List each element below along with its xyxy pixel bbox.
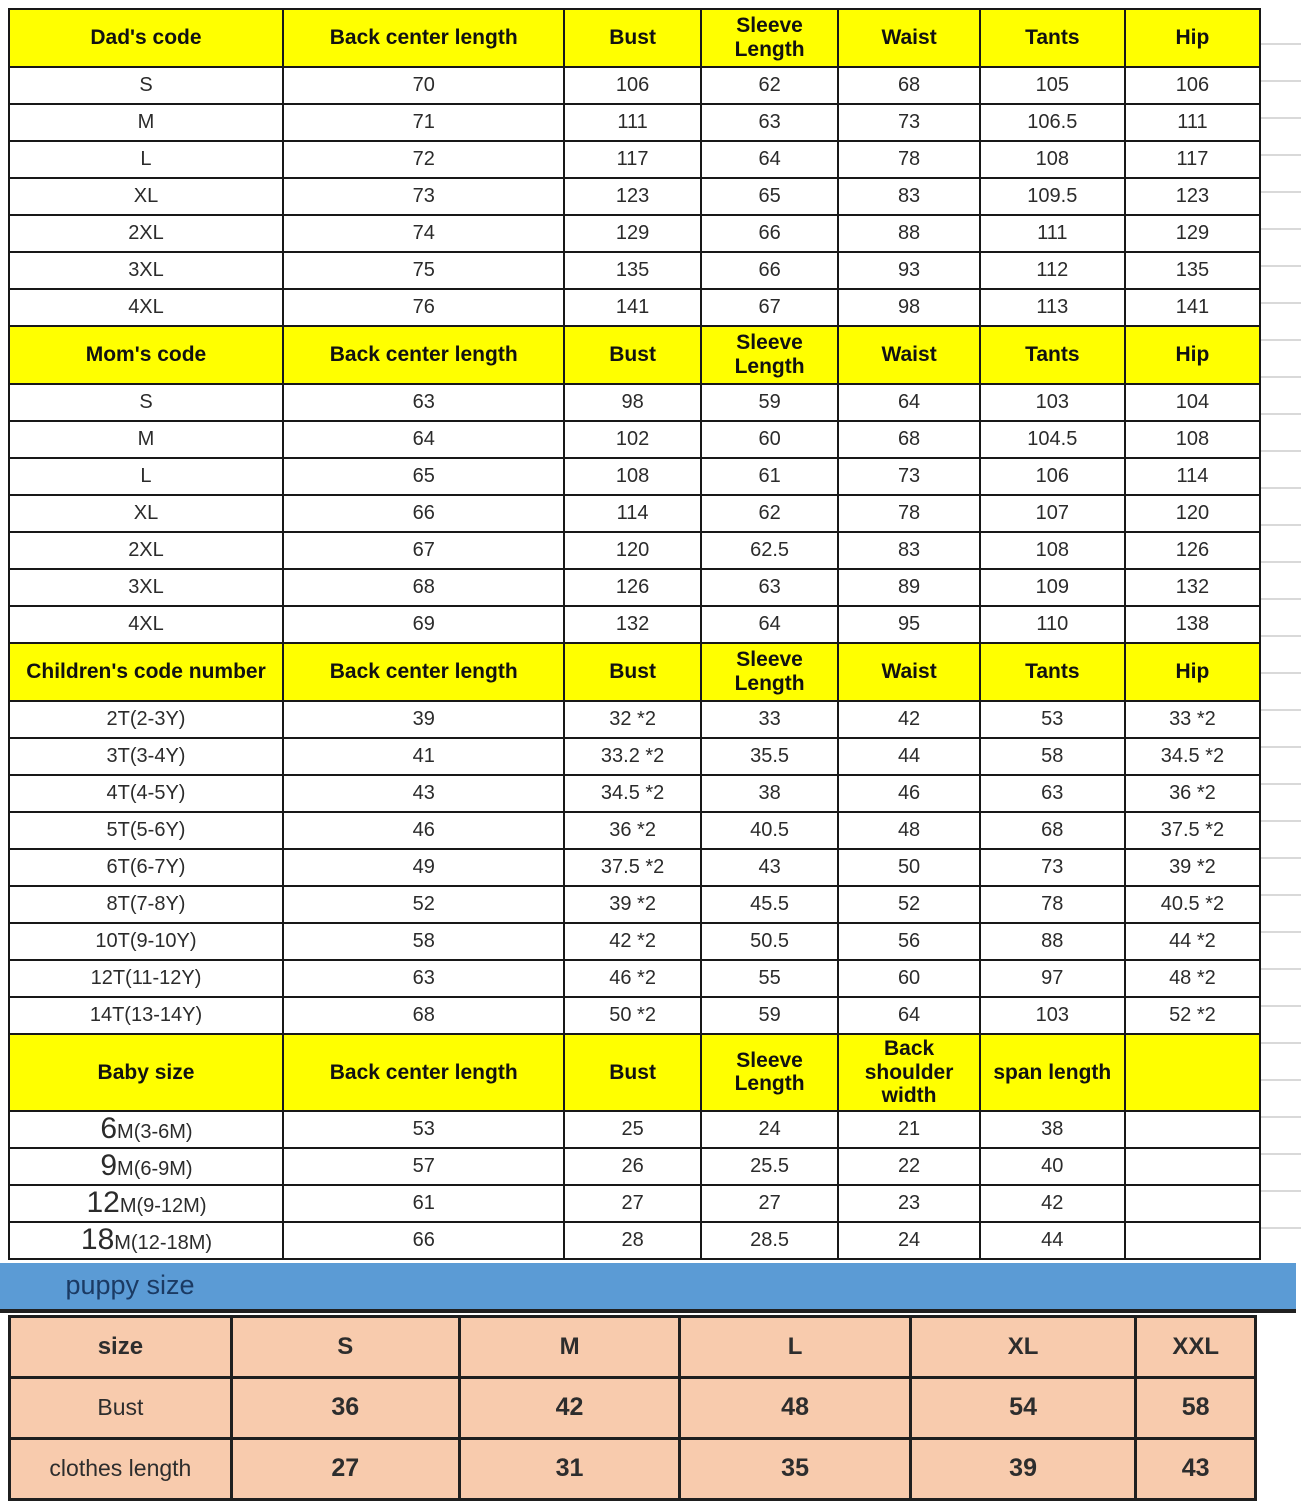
table-row-dad [9,141,1260,178]
value-cell: 68 [283,569,564,606]
puppy-table-row [10,1438,1256,1499]
value-cell: 103 [980,997,1125,1034]
puppy-value-cell: 42 [459,1377,680,1438]
value-cell: 132 [564,606,700,643]
value-cell: 59 [701,997,839,1034]
value-cell: 111 [1125,104,1260,141]
size-label-cell: 4XL [9,606,283,643]
value-cell: 33.2 *2 [564,738,700,775]
value-cell: 58 [283,923,564,960]
value-cell: 36 *2 [564,812,700,849]
value-cell: 64 [701,606,839,643]
header-row-dad [9,9,1260,67]
value-cell: 108 [564,458,700,495]
table-row-children [9,886,1260,923]
value-cell: 104.5 [980,421,1125,458]
value-cell: 126 [1125,532,1260,569]
size-label-cell: 5T(5-6Y) [9,812,283,849]
table-row-dad [9,215,1260,252]
value-cell: 95 [838,606,979,643]
value-cell: 42 *2 [564,923,700,960]
column-header-baby-5: span length [980,1034,1125,1111]
value-cell: 40.5 [701,812,839,849]
table-row-baby [9,1222,1260,1259]
table-row-dad [9,104,1260,141]
value-cell: 78 [838,141,979,178]
size-label-range: M(3-6M) [117,1121,193,1144]
column-header-baby-3: Sleeve Length [701,1034,839,1111]
value-cell: 53 [283,1111,564,1148]
value-cell: 62 [701,495,839,532]
value-cell: 88 [838,215,979,252]
puppy-size-header: S [231,1316,459,1377]
value-cell: 37.5 *2 [1125,812,1260,849]
puppy-value-cell: 27 [231,1438,459,1499]
value-cell: 78 [838,495,979,532]
value-cell: 114 [1125,458,1260,495]
value-cell: 23 [838,1185,979,1222]
value-cell: 74 [283,215,564,252]
value-cell: 35.5 [701,738,839,775]
value-cell: 132 [1125,569,1260,606]
size-label-cell: 10T(9-10Y) [9,923,283,960]
table-row-children [9,738,1260,775]
value-cell: 129 [564,215,700,252]
size-label-cell: 3XL [9,569,283,606]
value-cell: 126 [564,569,700,606]
size-label-cell: M [9,421,283,458]
value-cell: 56 [838,923,979,960]
value-cell: 64 [701,141,839,178]
value-cell: 52 [283,886,564,923]
puppy-value-cell: 58 [1136,1377,1256,1438]
column-header-children-3: Sleeve Length [701,643,839,701]
column-header-baby-2: Bust [564,1034,700,1111]
value-cell: 41 [283,738,564,775]
value-cell: 104 [1125,384,1260,421]
value-cell: 97 [980,960,1125,997]
value-cell: 109 [980,569,1125,606]
puppy-size-title: puppy size [65,1270,195,1301]
header-row-baby [9,1034,1260,1111]
value-cell: 38 [701,775,839,812]
table-row-baby [9,1148,1260,1185]
value-cell: 76 [283,289,564,326]
value-cell: 68 [838,67,979,104]
table-row-children [9,701,1260,738]
column-header-dad-4: Waist [838,9,979,67]
size-label-cell [9,1222,283,1259]
value-cell: 73 [283,178,564,215]
size-label-number: 9 [100,1149,118,1183]
table-row-mom [9,384,1260,421]
value-cell: 83 [838,178,979,215]
value-cell: 42 [838,701,979,738]
value-cell: 45.5 [701,886,839,923]
table-row-mom [9,569,1260,606]
value-cell: 50 [838,849,979,886]
value-cell: 66 [283,1222,564,1259]
value-cell: 63 [283,960,564,997]
size-label-cell: 2T(2-3Y) [9,701,283,738]
column-header-mom-6: Hip [1125,326,1260,384]
puppy-corner-label: size [10,1316,232,1377]
value-cell: 111 [980,215,1125,252]
value-cell: 46 *2 [564,960,700,997]
value-cell: 129 [1125,215,1260,252]
table-row-mom [9,458,1260,495]
value-cell: 27 [701,1185,839,1222]
value-cell: 64 [838,997,979,1034]
value-cell: 68 [980,812,1125,849]
value-cell: 42 [980,1185,1125,1222]
value-cell: 73 [838,104,979,141]
value-cell: 114 [564,495,700,532]
column-header-mom-5: Tants [980,326,1125,384]
puppy-size-table [8,1315,1257,1501]
puppy-size-header: XL [910,1316,1136,1377]
puppy-value-cell: 43 [1136,1438,1256,1499]
table-row-mom [9,532,1260,569]
puppy-table-row [10,1377,1256,1438]
value-cell: 66 [701,215,839,252]
size-label-cell: S [9,67,283,104]
value-cell: 89 [838,569,979,606]
value-cell: 63 [701,104,839,141]
value-cell: 34.5 *2 [1125,738,1260,775]
value-cell: 50 *2 [564,997,700,1034]
value-cell: 103 [980,384,1125,421]
table-row-mom [9,606,1260,643]
value-cell: 65 [701,178,839,215]
value-cell: 75 [283,252,564,289]
value-cell: 135 [564,252,700,289]
value-cell: 33 [701,701,839,738]
value-cell: 67 [701,289,839,326]
value-cell: 102 [564,421,700,458]
value-cell: 62 [701,67,839,104]
size-label-number: 6 [100,1112,118,1146]
value-cell: 24 [701,1111,839,1148]
column-header-mom-3: Sleeve Length [701,326,839,384]
value-cell: 25 [564,1111,700,1148]
table-row-children [9,923,1260,960]
puppy-size-title-bar [0,1263,1296,1313]
puppy-value-cell: 35 [680,1438,911,1499]
value-cell: 105 [980,67,1125,104]
empty-grid-cell [1125,1034,1260,1111]
puppy-measure-label: clothes length [10,1438,232,1499]
size-label-number: 18 [80,1223,115,1257]
table-row-dad [9,252,1260,289]
value-cell: 46 [838,775,979,812]
size-label-cell: XL [9,178,283,215]
header-row-children [9,643,1260,701]
value-cell: 28 [564,1222,700,1259]
value-cell: 112 [980,252,1125,289]
value-cell: 70 [283,67,564,104]
column-header-baby-0: Baby size [9,1034,283,1111]
empty-grid-cell [1125,1148,1260,1185]
puppy-size-header: XXL [1136,1316,1256,1377]
size-label-range: M(12-18M) [114,1232,213,1255]
table-row-children [9,997,1260,1034]
value-cell: 43 [701,849,839,886]
value-cell: 39 *2 [564,886,700,923]
column-header-dad-1: Back center length [283,9,564,67]
column-header-mom-1: Back center length [283,326,564,384]
empty-grid-cell [1125,1111,1260,1148]
value-cell: 108 [1125,421,1260,458]
column-header-children-4: Waist [838,643,979,701]
table-row-mom [9,421,1260,458]
table-row-dad [9,67,1260,104]
value-cell: 48 [838,812,979,849]
value-cell: 58 [980,738,1125,775]
value-cell: 123 [1125,178,1260,215]
value-cell: 108 [980,532,1125,569]
value-cell: 61 [283,1185,564,1222]
size-label-cell: 3T(3-4Y) [9,738,283,775]
value-cell: 78 [980,886,1125,923]
puppy-value-cell: 39 [910,1438,1136,1499]
value-cell: 120 [564,532,700,569]
value-cell: 83 [838,532,979,569]
column-header-mom-2: Bust [564,326,700,384]
value-cell: 55 [701,960,839,997]
column-header-children-0: Children's code number [9,643,283,701]
puppy-value-cell: 31 [459,1438,680,1499]
value-cell: 106 [980,458,1125,495]
value-cell: 110 [980,606,1125,643]
value-cell: 57 [283,1148,564,1185]
value-cell: 44 [838,738,979,775]
table-row-baby [9,1185,1260,1222]
size-label-cell: 3XL [9,252,283,289]
size-label-cell: M [9,104,283,141]
column-header-mom-0: Mom's code [9,326,283,384]
value-cell: 32 *2 [564,701,700,738]
value-cell: 33 *2 [1125,701,1260,738]
value-cell: 53 [980,701,1125,738]
value-cell: 67 [283,532,564,569]
puppy-size-header: L [680,1316,911,1377]
size-label-cell: 4XL [9,289,283,326]
table-row-baby [9,1111,1260,1148]
value-cell: 106 [1125,67,1260,104]
value-cell: 48 *2 [1125,960,1260,997]
table-row-mom [9,495,1260,532]
puppy-header-row [10,1316,1256,1377]
value-cell: 22 [838,1148,979,1185]
value-cell: 71 [283,104,564,141]
size-label-cell: 8T(7-8Y) [9,886,283,923]
value-cell: 73 [838,458,979,495]
size-label-cell [9,1111,283,1148]
value-cell: 49 [283,849,564,886]
value-cell: 34.5 *2 [564,775,700,812]
table-row-children [9,960,1260,997]
value-cell: 40.5 *2 [1125,886,1260,923]
column-header-children-5: Tants [980,643,1125,701]
value-cell: 28.5 [701,1222,839,1259]
value-cell: 36 *2 [1125,775,1260,812]
column-header-children-1: Back center length [283,643,564,701]
value-cell: 63 [701,569,839,606]
value-cell: 52 *2 [1125,997,1260,1034]
column-header-baby-1: Back center length [283,1034,564,1111]
value-cell: 106 [564,67,700,104]
value-cell: 60 [838,960,979,997]
column-header-children-6: Hip [1125,643,1260,701]
value-cell: 106.5 [980,104,1125,141]
value-cell: 73 [980,849,1125,886]
value-cell: 37.5 *2 [564,849,700,886]
value-cell: 107 [980,495,1125,532]
value-cell: 88 [980,923,1125,960]
column-header-dad-6: Hip [1125,9,1260,67]
value-cell: 60 [701,421,839,458]
size-label-cell: 12T(11-12Y) [9,960,283,997]
value-cell: 27 [564,1185,700,1222]
value-cell: 62.5 [701,532,839,569]
value-cell: 93 [838,252,979,289]
column-header-children-2: Bust [564,643,700,701]
table-row-children [9,775,1260,812]
value-cell: 68 [838,421,979,458]
value-cell: 38 [980,1111,1125,1148]
size-label-range: M(9-12M) [119,1195,207,1218]
column-header-dad-5: Tants [980,9,1125,67]
size-label-cell: 6T(6-7Y) [9,849,283,886]
table-row-children [9,812,1260,849]
value-cell: 138 [1125,606,1260,643]
empty-grid-cell [1125,1185,1260,1222]
value-cell: 25.5 [701,1148,839,1185]
value-cell: 65 [283,458,564,495]
value-cell: 26 [564,1148,700,1185]
table-row-children [9,849,1260,886]
value-cell: 120 [1125,495,1260,532]
value-cell: 59 [701,384,839,421]
value-cell: 43 [283,775,564,812]
value-cell: 141 [564,289,700,326]
table-row-dad [9,289,1260,326]
value-cell: 117 [564,141,700,178]
value-cell: 64 [838,384,979,421]
value-cell: 123 [564,178,700,215]
value-cell: 64 [283,421,564,458]
table-row-dad [9,178,1260,215]
value-cell: 39 *2 [1125,849,1260,886]
column-header-dad-2: Bust [564,9,700,67]
size-label-cell: 14T(13-14Y) [9,997,283,1034]
size-label-cell: S [9,384,283,421]
size-label-cell: L [9,458,283,495]
value-cell: 69 [283,606,564,643]
value-cell: 21 [838,1111,979,1148]
size-label-cell: 2XL [9,215,283,252]
value-cell: 135 [1125,252,1260,289]
size-label-range: M(6-9M) [117,1158,193,1181]
value-cell: 24 [838,1222,979,1259]
value-cell: 117 [1125,141,1260,178]
value-cell: 61 [701,458,839,495]
puppy-value-cell: 54 [910,1377,1136,1438]
value-cell: 109.5 [980,178,1125,215]
empty-grid-cell [1125,1222,1260,1259]
header-row-mom [9,326,1260,384]
value-cell: 52 [838,886,979,923]
size-label-cell: XL [9,495,283,532]
spreadsheet-gridlines-margin [1261,8,1301,1260]
value-cell: 46 [283,812,564,849]
value-cell: 66 [283,495,564,532]
puppy-value-cell: 48 [680,1377,911,1438]
value-cell: 68 [283,997,564,1034]
size-label-cell: 2XL [9,532,283,569]
value-cell: 63 [980,775,1125,812]
value-cell: 113 [980,289,1125,326]
value-cell: 44 *2 [1125,923,1260,960]
column-header-dad-3: Sleeve Length [701,9,839,67]
size-label-number: 12 [86,1186,120,1220]
column-header-dad-0: Dad's code [9,9,283,67]
size-label-cell [9,1148,283,1185]
column-header-mom-4: Waist [838,326,979,384]
value-cell: 98 [838,289,979,326]
value-cell: 72 [283,141,564,178]
puppy-value-cell: 36 [231,1377,459,1438]
value-cell: 108 [980,141,1125,178]
value-cell: 141 [1125,289,1260,326]
family-size-table [8,8,1261,1260]
value-cell: 40 [980,1148,1125,1185]
value-cell: 63 [283,384,564,421]
value-cell: 44 [980,1222,1125,1259]
value-cell: 98 [564,384,700,421]
size-label-cell: L [9,141,283,178]
value-cell: 66 [701,252,839,289]
puppy-size-header: M [459,1316,680,1377]
value-cell: 111 [564,104,700,141]
value-cell: 39 [283,701,564,738]
size-label-cell [9,1185,283,1222]
value-cell: 50.5 [701,923,839,960]
puppy-measure-label: Bust [10,1377,232,1438]
column-header-baby-4: Back shoulder width [838,1034,979,1111]
size-label-cell: 4T(4-5Y) [9,775,283,812]
